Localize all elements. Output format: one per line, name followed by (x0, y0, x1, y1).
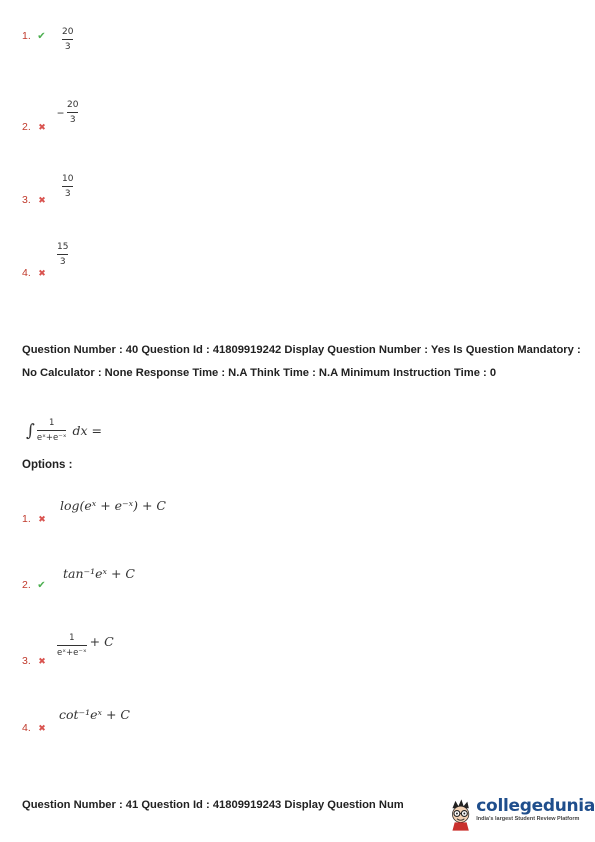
integral-sign: ∫ (26, 420, 35, 441)
option-4 (22, 718, 46, 736)
denominator: 3 (59, 257, 66, 267)
prev-option-1 (22, 26, 46, 44)
denominator: eˣ+e⁻ˣ (36, 433, 67, 443)
option-3 (22, 651, 46, 669)
numerator: 1 (48, 418, 55, 428)
question-40-header: Question Number : 40 Question Id : 41809919242 Display Question Number : Yes Is Question Mandatory : No Calculator : None Response Time : N.A Think Time : N.A Minimum Instruction Time : 0 (22, 344, 581, 379)
option-3-value (57, 633, 114, 658)
option-1-text: log(eˣ + e⁻ˣ) + C (60, 498, 166, 513)
logo-name: collegedunia (476, 796, 595, 816)
option-number: 1. (22, 30, 31, 42)
wrong-cross-icon: ✖ (38, 723, 46, 733)
option-number: 2. (22, 121, 31, 133)
option-number: 2. (22, 579, 31, 591)
numerator: 15 (57, 242, 69, 252)
options-label: Options : (22, 459, 73, 471)
prev-option-4 (22, 263, 46, 281)
numerator: 1 (69, 633, 75, 643)
denominator: 3 (64, 42, 71, 52)
question-41-header: Question Number : 41 Question Id : 41809919243 Display Question Num (22, 799, 404, 811)
option-number: 3. (22, 655, 31, 667)
dx-equals: dx = (72, 423, 102, 438)
integrand-fraction (37, 418, 67, 443)
logo-tagline: India's largest Student Review Platform (476, 816, 580, 822)
wrong-cross-icon: ✖ (38, 268, 46, 278)
option-number: 4. (22, 722, 31, 734)
option-2-text: tan⁻¹eˣ + C (63, 566, 135, 581)
question-40-text (26, 418, 102, 443)
plus-c: + C (89, 634, 114, 649)
collegedunia-logo[interactable] (448, 792, 595, 838)
denominator: 3 (69, 115, 76, 125)
mascot-icon (448, 794, 473, 836)
wrong-cross-icon: ✖ (38, 656, 46, 666)
fraction (57, 633, 87, 658)
prev-option-3-fraction (62, 174, 73, 199)
numerator: 10 (62, 174, 74, 184)
option-number: 1. (22, 513, 31, 525)
wrong-cross-icon: ✖ (38, 514, 46, 524)
wrong-cross-icon: ✖ (38, 122, 46, 132)
denominator: 3 (64, 189, 71, 199)
prev-option-2 (22, 117, 46, 135)
denominator: eˣ+e⁻ˣ (57, 648, 87, 658)
option-number: 4. (22, 267, 31, 279)
correct-check-icon: ✔ (37, 31, 46, 42)
numerator: 20 (67, 100, 79, 110)
numerator: 20 (62, 27, 74, 37)
option-number: 3. (22, 194, 31, 206)
prev-option-3 (22, 190, 46, 208)
wrong-cross-icon: ✖ (38, 195, 46, 205)
prev-option-2-value (57, 100, 78, 125)
prev-option-1-fraction (62, 27, 73, 52)
correct-check-icon: ✔ (37, 580, 46, 591)
option-4-text: cot⁻¹eˣ + C (59, 707, 130, 722)
option-1 (22, 509, 46, 527)
prev-option-4-fraction (57, 242, 68, 267)
option-2 (22, 575, 46, 593)
minus-sign: − (57, 105, 65, 120)
fraction (67, 100, 78, 125)
